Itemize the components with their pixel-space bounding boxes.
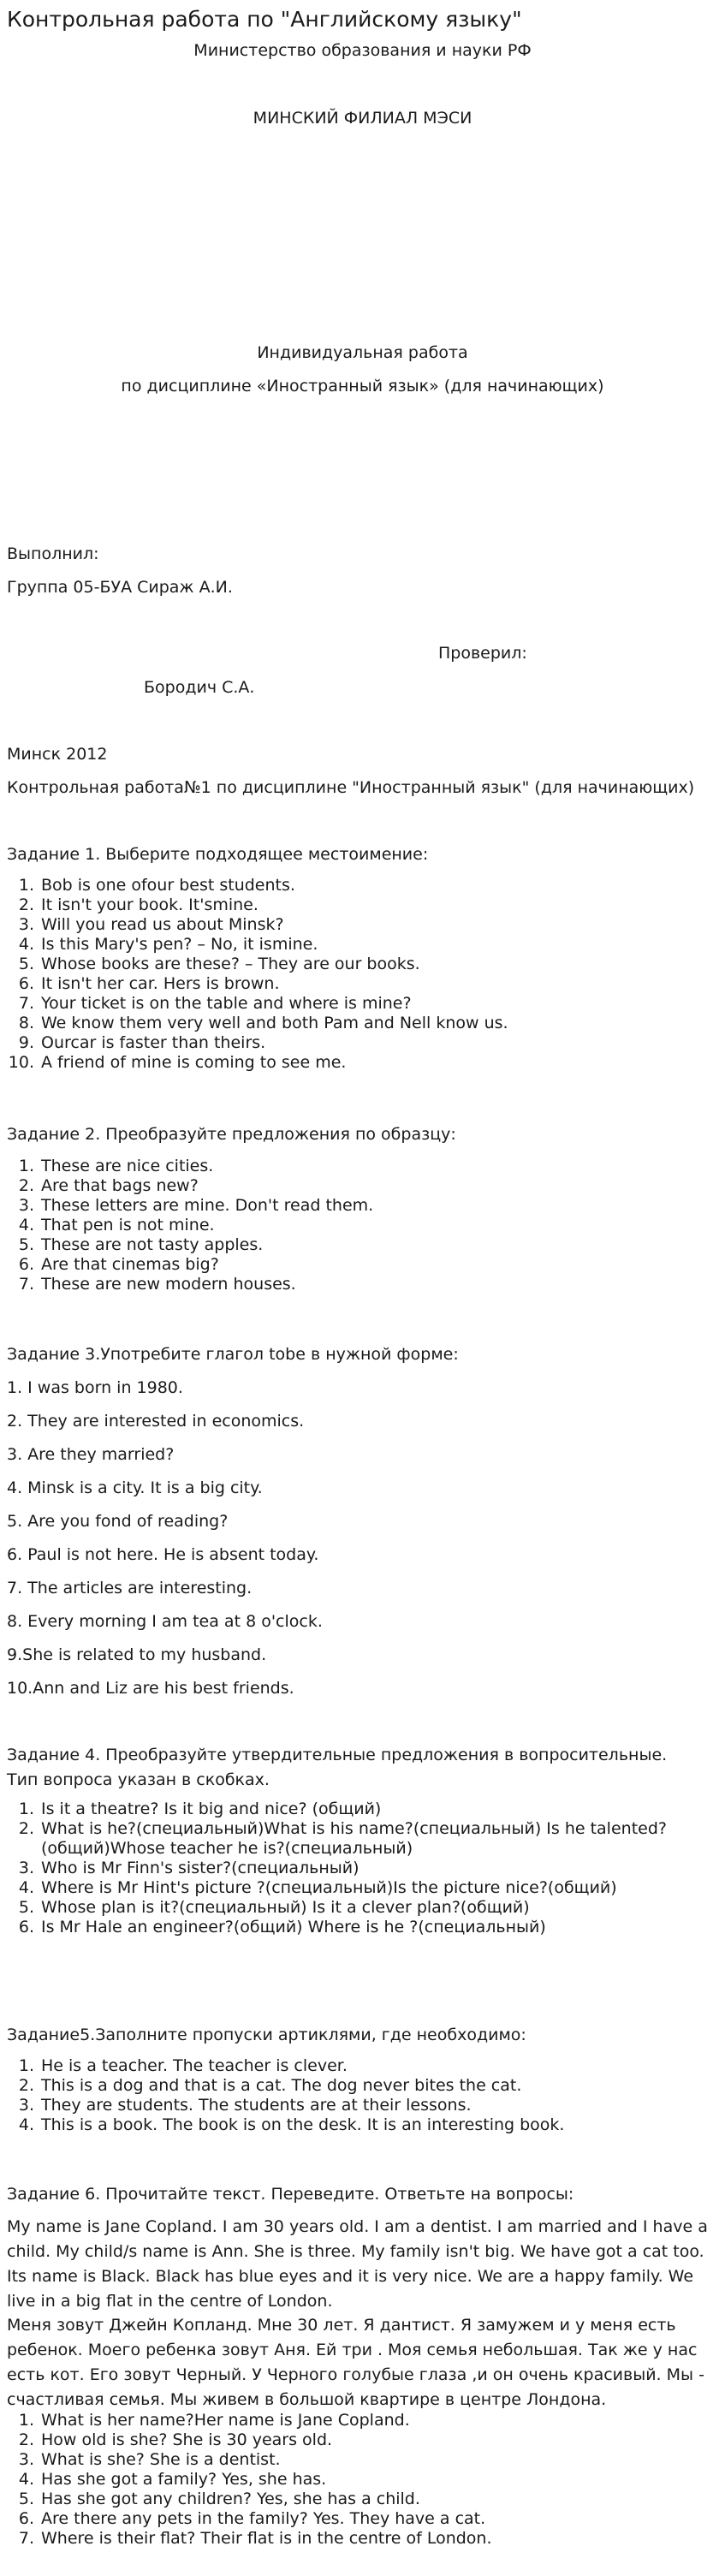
task3-line: 2. They are interested in economics.: [7, 1412, 305, 1431]
task5-list: [7, 2056, 709, 2135]
list-item: What is she? She is a dentist.: [41, 2450, 281, 2469]
branch-line: МИНСКИЙ ФИЛИАЛ МЭСИ: [253, 109, 472, 128]
city-year: Минск 2012: [7, 745, 108, 764]
work-type-line: Индивидуальная работа: [257, 343, 468, 362]
list-item: These are nice cities.: [41, 1157, 214, 1175]
task3-line: 8. Every morning I am tea at 8 o'clock.: [7, 1612, 323, 1631]
list-item: It isn't her car. Hers is brown.: [41, 974, 280, 993]
task6-list: [7, 2411, 709, 2549]
list-item: Has she got a family? Yes, she has.: [41, 2470, 327, 2489]
list-item: Bob is one ofour best students.: [41, 876, 295, 895]
list-item: He is a teacher. The teacher is clever.: [41, 2056, 348, 2075]
task6-text-ru: Меня зовут Джейн Копланд. Мне 30 лет. Я дантист. Я замужем и у меня есть ребенок. Моего ребенка зовут Аня. Ей три . Моя семья небольшая. Так же у нас есть кот. Его зовут Черный. У Черного голубые глаза ,и он очень красивый. Мы - счастливая семья. Мы живем в большой квартире в центре Лондона.: [7, 2316, 704, 2409]
task5-heading: Задание5.Заполните пропуски артиклями, где необходимо:: [7, 2026, 526, 2044]
task2-list: [7, 1157, 709, 1294]
task3-line: 1. I was born in 1980.: [7, 1378, 183, 1397]
list-item: That pen is not mine.: [41, 1216, 215, 1234]
list-item: A friend of mine is coming to see me.: [41, 1053, 347, 1072]
list-item: Whose books are these? – They are our books.: [41, 955, 420, 973]
list-item: Has she got any children? Yes, she has a child.: [41, 2490, 420, 2508]
checked-label: Проверил:: [438, 644, 527, 663]
checker-name: Бородич С.А.: [144, 678, 255, 697]
student-group: Группа 05-БУА Сираж А.И.: [7, 578, 233, 597]
task3-heading: Задание 3.Употребите глагол tobe в нужной форме:: [7, 1345, 459, 1364]
list-item: Whose plan is it?(специальный) Is it a clever plan?(общий): [41, 1898, 530, 1917]
task2-heading: Задание 2. Преобразуйте предложения по образцу:: [7, 1125, 456, 1144]
task1-list: [7, 876, 709, 1073]
list-item: How old is she? She is 30 years old.: [41, 2430, 333, 2449]
list-item: Where is Mr Hint's picture ?(специальный)Is the picture nice?(общий): [41, 1878, 617, 1897]
list-item: They are students. The students are at their lessons.: [41, 2096, 472, 2115]
performed-label: Выполнил:: [7, 544, 99, 563]
task1-heading: Задание 1. Выберите подходящее местоимение:: [7, 845, 429, 864]
list-item: Are that bags new?: [41, 1176, 199, 1195]
task3-line: 9.She is related to my husband.: [7, 1645, 267, 1664]
list-item: Will you read us about Minsk?: [41, 915, 284, 934]
list-item: What is her name?Her name is Jane Copland.: [41, 2411, 410, 2430]
list-item: Is this Mary's pen? – No, it ismine.: [41, 935, 318, 954]
list-item: These are not tasty apples.: [41, 1235, 264, 1254]
list-item: Where is their flat? Their flat is in the centre of London.: [41, 2529, 492, 2548]
list-item: These are new modern houses.: [41, 1275, 296, 1294]
list-item: This is a dog and that is a cat. The dog never bites the cat.: [41, 2076, 522, 2095]
list-item: It isn't your book. It'smine.: [41, 895, 259, 914]
task3-line: 10.Ann and Liz are his best friends.: [7, 1679, 294, 1698]
list-item: Is Mr Hale an engineer?(общий) Where is he ?(специальный): [41, 1918, 546, 1936]
list-item: Is it a theatre? Is it big and nice? (общий): [41, 1800, 382, 1818]
list-item: We know them very well and both Pam and Nell know us.: [41, 1014, 508, 1032]
list-item: Are that cinemas big?: [41, 1255, 219, 1274]
task3-line: 7. The articles are interesting.: [7, 1579, 253, 1597]
ministry-line: Министерство образования и науки РФ: [193, 41, 532, 60]
list-item: This is a book. The book is on the desk. It is an interesting book.: [41, 2115, 565, 2134]
list-item: Who is Mr Finn's sister?(специальный): [41, 1859, 360, 1877]
task4-heading: Задание 4. Преобразуйте утвердительные предложения в вопросительные.: [7, 1746, 668, 1764]
task3-line: 6. Paul is not here. He is absent today.: [7, 1545, 319, 1564]
list-item: Are there any pets in the family? Yes. They have a cat.: [41, 2509, 486, 2528]
task3-line: 5. Are you fond of reading?: [7, 1512, 229, 1531]
task6-heading: Задание 6. Прочитайте текст. Переведите. Ответьте на вопросы:: [7, 2185, 574, 2204]
list-item: What is he?(специальный)What is his name?(специальный) Is he talented?(общий)Whose teacher he is?(специальный): [41, 1819, 667, 1858]
list-item: These letters are mine. Don't read them.: [41, 1196, 374, 1215]
list-item: Your ticket is on the table and where is mine?: [41, 994, 412, 1013]
discipline-line: по дисциплине «Иностранный язык» (для начинающих): [121, 377, 604, 396]
list-item: Ourcar is faster than theirs.: [41, 1033, 266, 1052]
task3-line: 3. Are they married?: [7, 1445, 175, 1464]
page-title: Контрольная работа по "Английскому языку": [7, 7, 522, 32]
task6-text-en: My name is Jane Copland. I am 30 years old. I am a dentist. I am married and I have a child. My child/s name is Ann. She is three. My family isn't big. We have got a cat too. Its name is Black. Black has blue eyes and it is very nice. We are a happy family. We live in a big flat in the centre of London.: [7, 2217, 708, 2311]
task3-line: 4. Minsk is a city. It is a big city.: [7, 1478, 263, 1497]
task4-subheading: Тип вопроса указан в скобках.: [7, 1770, 270, 1789]
task4-list: [7, 1800, 709, 1937]
work-heading: Контрольная работа№1 по дисциплине "Иностранный язык" (для начинающих): [7, 778, 695, 797]
